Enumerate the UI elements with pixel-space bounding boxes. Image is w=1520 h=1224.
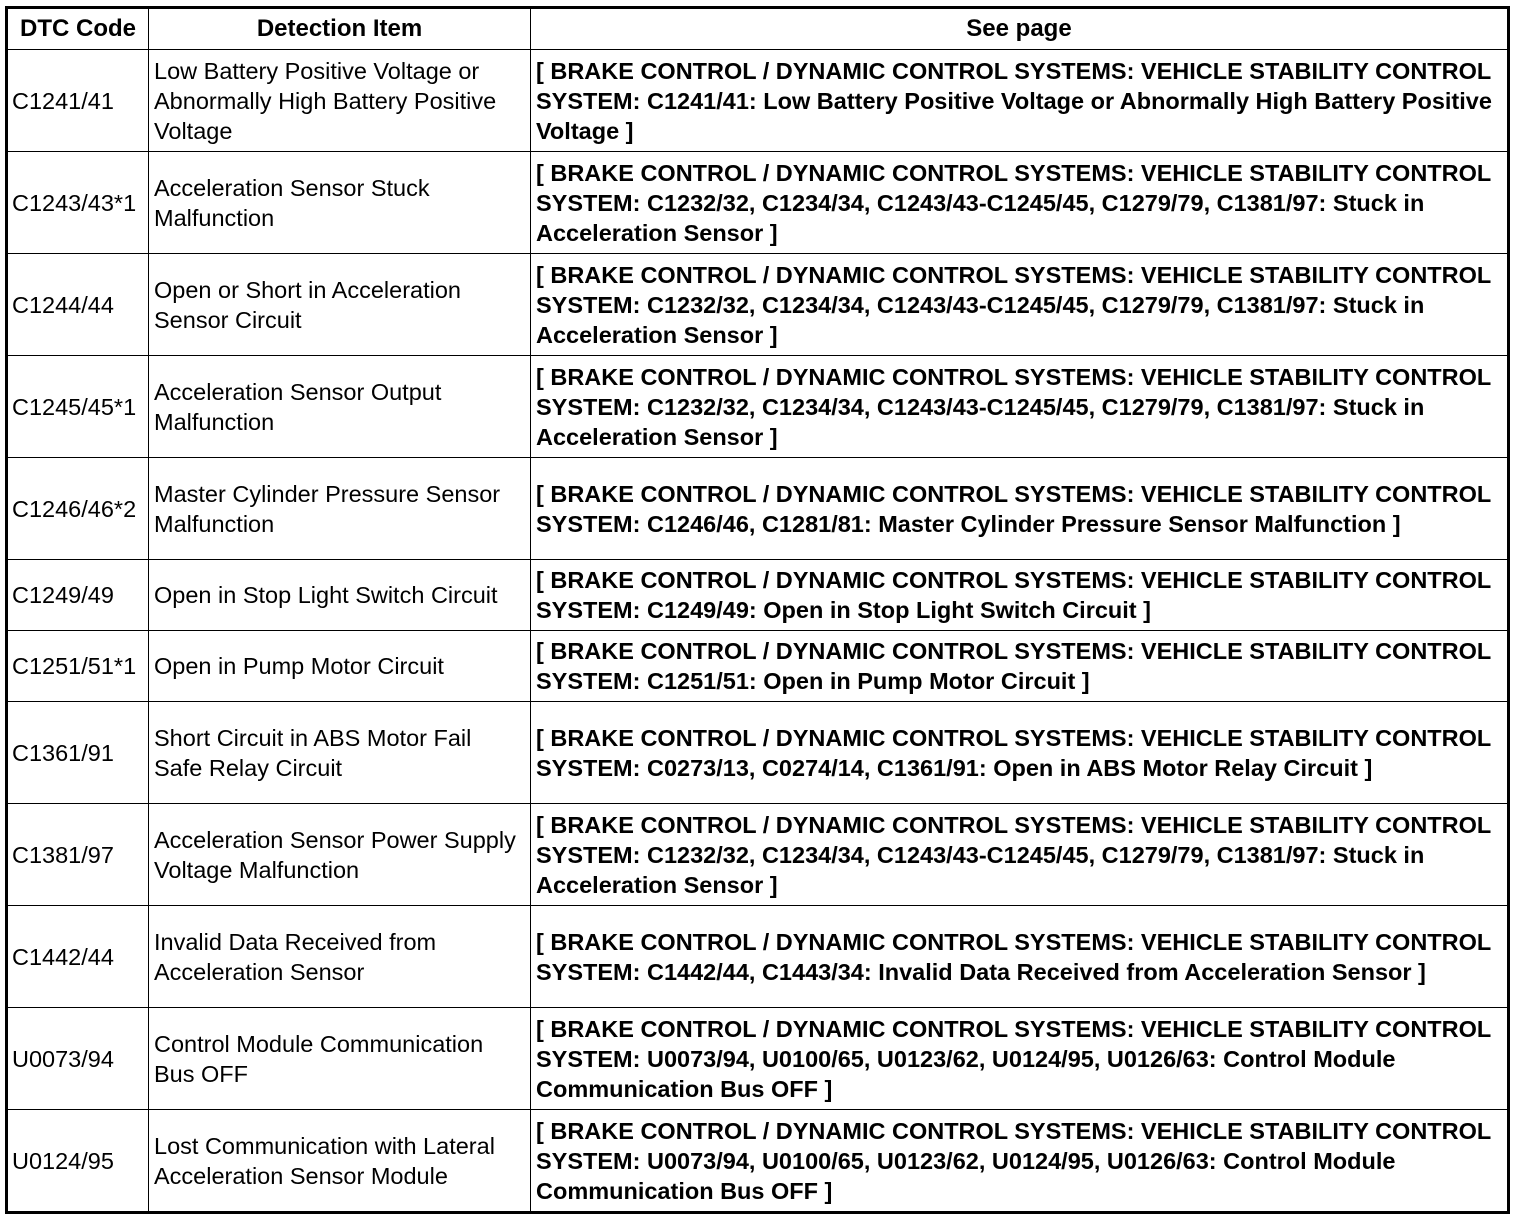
see-page-link[interactable]: [ BRAKE CONTROL / DYNAMIC CONTROL SYSTEMS: VEHICLE STABILITY CONTROL SYSTEM: U0073/94, U0100/65, U0123/62, U0124/95, U0126/63: Control Module Communication Bus OFF ] bbox=[531, 1110, 1509, 1213]
see-page-link[interactable]: [ BRAKE CONTROL / DYNAMIC CONTROL SYSTEMS: VEHICLE STABILITY CONTROL SYSTEM: C1442/44, C1443/34: Invalid Data Received from Acceleration Sensor ] bbox=[531, 906, 1509, 1008]
table-row bbox=[7, 702, 1509, 804]
table-row bbox=[7, 152, 1509, 254]
dtc-code-cell: C1245/45*1 bbox=[7, 356, 149, 458]
see-page-link[interactable]: [ BRAKE CONTROL / DYNAMIC CONTROL SYSTEMS: VEHICLE STABILITY CONTROL SYSTEM: C1251/51: Open in Pump Motor Circuit ] bbox=[531, 631, 1509, 702]
detection-item-cell: Acceleration Sensor Power Supply Voltage Malfunction bbox=[149, 804, 531, 906]
dtc-code-cell: C1442/44 bbox=[7, 906, 149, 1008]
table-row bbox=[7, 804, 1509, 906]
table-row bbox=[7, 1110, 1509, 1213]
table-row bbox=[7, 50, 1509, 152]
see-page-link[interactable]: [ BRAKE CONTROL / DYNAMIC CONTROL SYSTEMS: VEHICLE STABILITY CONTROL SYSTEM: C1232/32, C1234/34, C1243/43-C1245/45, C1279/79, C1381/97: Stuck in Acceleration Sensor ] bbox=[531, 152, 1509, 254]
dtc-code-cell: C1361/91 bbox=[7, 702, 149, 804]
detection-item-cell: Acceleration Sensor Output Malfunction bbox=[149, 356, 531, 458]
dtc-code-cell: U0073/94 bbox=[7, 1008, 149, 1110]
header-see-page: See page bbox=[531, 8, 1509, 50]
table-row bbox=[7, 254, 1509, 356]
detection-item-cell: Short Circuit in ABS Motor Fail Safe Relay Circuit bbox=[149, 702, 531, 804]
dtc-code-cell: C1243/43*1 bbox=[7, 152, 149, 254]
detection-item-cell: Open in Stop Light Switch Circuit bbox=[149, 560, 531, 631]
see-page-link[interactable]: [ BRAKE CONTROL / DYNAMIC CONTROL SYSTEMS: VEHICLE STABILITY CONTROL SYSTEM: C1232/32, C1234/34, C1243/43-C1245/45, C1279/79, C1381/97: Stuck in Acceleration Sensor ] bbox=[531, 254, 1509, 356]
dtc-code-cell: C1246/46*2 bbox=[7, 458, 149, 560]
dtc-code-cell: C1244/44 bbox=[7, 254, 149, 356]
detection-item-cell: Invalid Data Received from Acceleration Sensor bbox=[149, 906, 531, 1008]
detection-item-cell: Open or Short in Acceleration Sensor Circuit bbox=[149, 254, 531, 356]
detection-item-cell: Master Cylinder Pressure Sensor Malfunction bbox=[149, 458, 531, 560]
dtc-code-cell: C1251/51*1 bbox=[7, 631, 149, 702]
see-page-link[interactable]: [ BRAKE CONTROL / DYNAMIC CONTROL SYSTEMS: VEHICLE STABILITY CONTROL SYSTEM: C1232/32, C1234/34, C1243/43-C1245/45, C1279/79, C1381/97: Stuck in Acceleration Sensor ] bbox=[531, 356, 1509, 458]
header-detection-item: Detection Item bbox=[149, 8, 531, 50]
see-page-link[interactable]: [ BRAKE CONTROL / DYNAMIC CONTROL SYSTEMS: VEHICLE STABILITY CONTROL SYSTEM: C1232/32, C1234/34, C1243/43-C1245/45, C1279/79, C1381/97: Stuck in Acceleration Sensor ] bbox=[531, 804, 1509, 906]
see-page-link[interactable]: [ BRAKE CONTROL / DYNAMIC CONTROL SYSTEMS: VEHICLE STABILITY CONTROL SYSTEM: U0073/94, U0100/65, U0123/62, U0124/95, U0126/63: Control Module Communication Bus OFF ] bbox=[531, 1008, 1509, 1110]
see-page-link[interactable]: [ BRAKE CONTROL / DYNAMIC CONTROL SYSTEMS: VEHICLE STABILITY CONTROL SYSTEM: C0273/13, C0274/14, C1361/91: Open in ABS Motor Relay Circuit ] bbox=[531, 702, 1509, 804]
detection-item-cell: Control Module Communication Bus OFF bbox=[149, 1008, 531, 1110]
dtc-code-cell: C1249/49 bbox=[7, 560, 149, 631]
detection-item-cell: Open in Pump Motor Circuit bbox=[149, 631, 531, 702]
see-page-link[interactable]: [ BRAKE CONTROL / DYNAMIC CONTROL SYSTEMS: VEHICLE STABILITY CONTROL SYSTEM: C1249/49: Open in Stop Light Switch Circuit ] bbox=[531, 560, 1509, 631]
see-page-link[interactable]: [ BRAKE CONTROL / DYNAMIC CONTROL SYSTEMS: VEHICLE STABILITY CONTROL SYSTEM: C1241/41: Low Battery Positive Voltage or Abnormally High Battery Positive Voltage ] bbox=[531, 50, 1509, 152]
header-dtc-code: DTC Code bbox=[7, 8, 149, 50]
table-row bbox=[7, 631, 1509, 702]
dtc-code-cell: C1381/97 bbox=[7, 804, 149, 906]
table-row bbox=[7, 356, 1509, 458]
table-row bbox=[7, 560, 1509, 631]
table-row bbox=[7, 1008, 1509, 1110]
table-row bbox=[7, 906, 1509, 1008]
dtc-code-cell: C1241/41 bbox=[7, 50, 149, 152]
dtc-table bbox=[5, 6, 1510, 1214]
detection-item-cell: Acceleration Sensor Stuck Malfunction bbox=[149, 152, 531, 254]
detection-item-cell: Lost Communication with Lateral Acceleration Sensor Module bbox=[149, 1110, 531, 1213]
detection-item-cell: Low Battery Positive Voltage or Abnormally High Battery Positive Voltage bbox=[149, 50, 531, 152]
see-page-link[interactable]: [ BRAKE CONTROL / DYNAMIC CONTROL SYSTEMS: VEHICLE STABILITY CONTROL SYSTEM: C1246/46, C1281/81: Master Cylinder Pressure Sensor Malfunction ] bbox=[531, 458, 1509, 560]
dtc-code-cell: U0124/95 bbox=[7, 1110, 149, 1213]
table-row bbox=[7, 458, 1509, 560]
table-header-row bbox=[7, 8, 1509, 50]
